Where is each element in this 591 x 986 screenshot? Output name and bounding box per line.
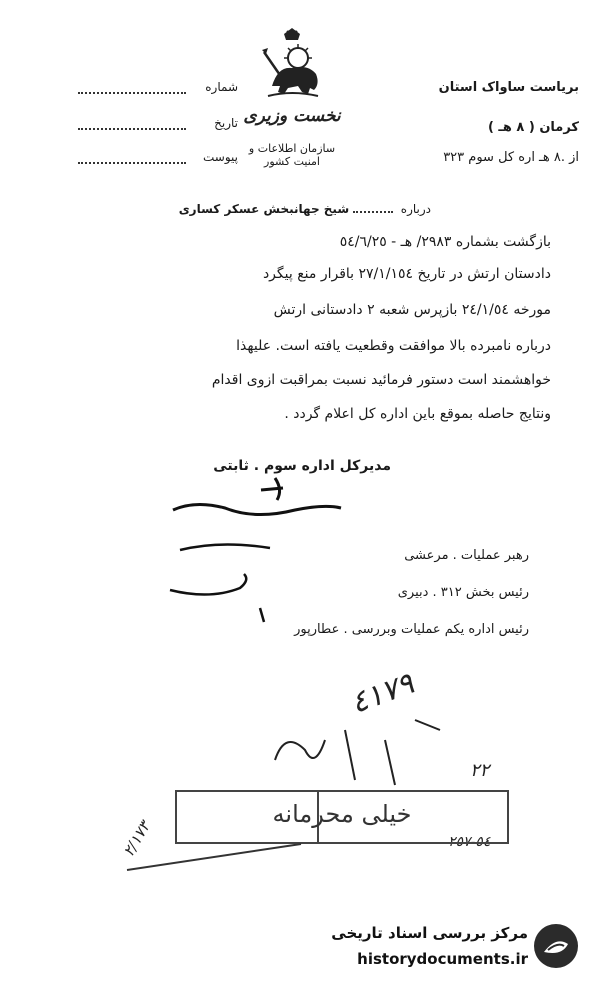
attachment-dots: [78, 162, 186, 164]
archive-watermark: [302, 918, 580, 976]
routing-1: رهبر عملیات . مرعشی: [404, 548, 529, 563]
number-dots: [78, 92, 186, 94]
header-org: بریاست ساواک استان: [438, 80, 579, 95]
lion-sun-emblem-icon: [258, 28, 326, 102]
number-field: [78, 80, 238, 98]
emblem-caption-line1: نخست وزیری: [243, 106, 341, 126]
subject-label: درباره: [400, 202, 431, 216]
handwritten-scribble-icon: [265, 700, 465, 790]
header-province: کرمان ( ٨ هـ ): [487, 120, 579, 135]
attachment-field: [78, 150, 238, 168]
signature-icon: [165, 470, 345, 530]
date-field: [78, 116, 238, 134]
date-label: تاریخ: [214, 116, 238, 130]
subject-value: شیخ جهانبخش عسکر کساری: [178, 202, 350, 216]
confidential-stamp: [175, 790, 509, 844]
signatory: مدیرکل اداره سوم . ثابتی: [213, 458, 391, 474]
number-label: شماره: [205, 80, 238, 94]
attachment-label: پیوست: [203, 150, 238, 164]
body-line-4: درباره نامبرده بالا موافقت وقطعیت یافته است. علیهذا: [236, 338, 551, 354]
body-line-3: مورخه ٢٤/١/٥٤ بازپرس شعبه ٢ دادستانی ارتش: [273, 302, 551, 318]
routing-2: رئیس بخش ٣١٢ . دبیری: [397, 585, 529, 600]
stamp-underline-icon: [125, 840, 305, 874]
handwritten-note-2: ٢٢: [470, 760, 490, 781]
body-line-5: خواهشمند است دستور فرمائید نسبت بمراقبت ازوی اقدام: [211, 372, 551, 388]
handwritten-note-1: ٤١٧٩: [345, 666, 419, 721]
initials-icon: [160, 530, 290, 630]
handwritten-side: ٢/١٧٣: [119, 818, 154, 860]
archive-title: مرکز بررسی اسناد تاریخی: [331, 924, 528, 942]
body-line-2: دادستان ارتش در تاریخ ٢٧/١/١٥٤ باقرار منع پیگرد: [262, 266, 551, 282]
body-line-1: بازگشت بشماره ٢٩٨٣/ هـ - ٥٤/٦/٢٥: [339, 234, 551, 250]
handwritten-note-3: ٥٤-٢٥٧: [448, 834, 491, 850]
subject-dots: [353, 211, 393, 213]
subject-line: [179, 202, 431, 216]
archive-logo-icon: [532, 922, 580, 970]
body-line-6: ونتایج حاصله بموقع باین اداره کل اعلام گردد .: [284, 406, 551, 422]
archive-url: historydocuments.ir: [357, 950, 528, 968]
header-from: از .٨ هـ اره کل سوم ٣٢٣: [443, 150, 579, 165]
date-dots: [78, 128, 186, 130]
emblem-caption-line2: سازمان اطلاعات و امنیت کشور: [248, 142, 336, 168]
stamp-text: خیلی محرمانه: [272, 800, 412, 828]
routing-3: رئیس اداره یکم عملیات وبررسی . عطارپور: [294, 622, 529, 637]
